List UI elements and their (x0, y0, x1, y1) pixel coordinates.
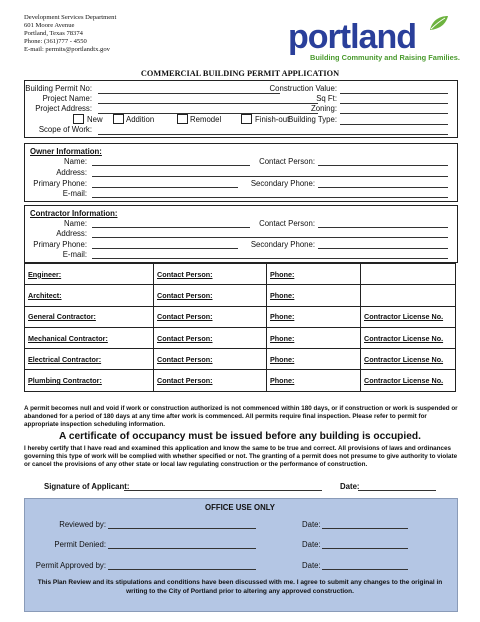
table-row (25, 349, 456, 370)
role-cell[interactable]: General Contractor: (25, 306, 154, 327)
license-cell[interactable]: Contractor License No. (361, 327, 456, 348)
reviewed-label: Reviewed by: (59, 520, 106, 529)
contractor-contact-label: Contact Person: (259, 219, 315, 228)
dept-name: Development Services Department (24, 14, 117, 21)
department-address (24, 14, 116, 54)
contractor-primary-field[interactable] (92, 248, 238, 249)
owner-secondary-label: Secondary Phone: (250, 179, 315, 188)
table-row (25, 327, 456, 348)
contractor-email-field[interactable] (92, 258, 448, 259)
finish-out-label: Finish-out (255, 115, 290, 124)
owner-name-field[interactable] (92, 165, 250, 166)
building-type-field[interactable] (340, 124, 448, 125)
contact-cell[interactable]: Contact Person: (154, 370, 267, 391)
owner-secondary-field[interactable] (318, 187, 448, 188)
owner-email-field[interactable] (92, 197, 448, 198)
license-cell[interactable] (361, 285, 456, 306)
phone-cell[interactable]: Phone: (267, 306, 361, 327)
construction-value-field[interactable] (340, 93, 448, 94)
permit-no-label: Building Permit No: (25, 84, 92, 93)
office-heading: OFFICE USE ONLY (205, 503, 275, 512)
new-label: New (87, 115, 103, 124)
approved-date-label: Date: (302, 561, 321, 570)
contact-cell[interactable]: Contact Person: (154, 306, 267, 327)
reviewed-date-label: Date: (302, 520, 321, 529)
contractor-address-field[interactable] (92, 237, 448, 238)
scope-field[interactable] (98, 134, 448, 135)
contractor-name-label: Name: (64, 219, 87, 228)
addition-label: Addition (126, 115, 155, 124)
project-name-label: Project Name: (42, 94, 92, 103)
owner-contact-label: Contact Person: (259, 157, 315, 166)
logo-tagline: Building Community and Raising Families. (310, 53, 460, 62)
zoning-field[interactable] (340, 113, 448, 114)
contacts-table (24, 263, 456, 392)
scope-label: Scope of Work: (38, 125, 92, 134)
construction-value-label: Construction Value: (269, 84, 337, 93)
sq-ft-field[interactable] (340, 103, 448, 104)
certificate-notice: A certificate of occupancy must be issued before any building is occupied. (59, 431, 421, 442)
role-cell[interactable]: Mechanical Contractor: (25, 327, 154, 348)
owner-primary-label: Primary Phone: (33, 179, 87, 188)
owner-name-label: Name: (64, 157, 87, 166)
permit-no-field[interactable] (98, 93, 280, 94)
project-name-field[interactable] (98, 103, 318, 104)
dept-email: E-mail: permits@portlandtx.gov (24, 46, 110, 53)
owner-address-label: Address: (56, 168, 87, 177)
building-type-label: Building Type: (288, 115, 337, 124)
dept-city: Portland, Texas 78374 (24, 30, 83, 37)
addition-checkbox[interactable] (113, 114, 124, 124)
contact-cell[interactable]: Contact Person: (154, 327, 267, 348)
logo-word: portland (288, 18, 416, 56)
certify-notice: I hereby certify that I have read and examined this application and know the same to be true and correct. All provisions of laws and ordinances governing this type of work will be complied with whether specified or not. The granting of a permit does not presume to give authority to violate or cancel the provisions of any other state or local law regulating construction or the performance of construction. (24, 445, 458, 468)
role-cell[interactable]: Engineer: (25, 264, 154, 285)
signature-date-field[interactable] (358, 490, 436, 491)
reviewed-field[interactable] (108, 528, 256, 529)
license-cell[interactable]: Contractor License No. (361, 370, 456, 391)
contractor-contact-field[interactable] (318, 227, 448, 228)
remodel-checkbox[interactable] (177, 114, 188, 124)
contractor-primary-label: Primary Phone: (33, 240, 87, 249)
approved-date-field[interactable] (322, 569, 408, 570)
portland-logo (288, 14, 460, 64)
contractor-secondary-field[interactable] (318, 248, 448, 249)
license-cell[interactable] (361, 264, 456, 285)
table-row (25, 306, 456, 327)
approved-label: Permit Approved by: (35, 561, 106, 570)
table-row (25, 285, 456, 306)
dept-street: 601 Moore Avenue (24, 22, 75, 29)
contractor-address-label: Address: (56, 229, 87, 238)
signature-date-label: Date: (340, 482, 360, 491)
approved-field[interactable] (108, 569, 256, 570)
sq-ft-label: Sq Ft: (316, 94, 337, 103)
denied-field[interactable] (108, 548, 256, 549)
signature-field[interactable] (124, 490, 322, 491)
contractor-secondary-label: Secondary Phone: (250, 240, 315, 249)
phone-cell[interactable]: Phone: (267, 370, 361, 391)
form-title: COMMERCIAL BUILDING PERMIT APPLICATION (140, 69, 340, 78)
phone-cell[interactable]: Phone: (267, 285, 361, 306)
reviewed-date-field[interactable] (322, 528, 408, 529)
license-cell[interactable]: Contractor License No. (361, 306, 456, 327)
signature-label: Signature of Applicant: (44, 482, 130, 491)
leaf-icon (428, 14, 450, 32)
table-row (25, 370, 456, 391)
remodel-label: Remodel (190, 115, 222, 124)
dept-phone: Phone: (361)777 - 4550 (24, 38, 87, 45)
owner-address-field[interactable] (92, 176, 448, 177)
contact-cell[interactable]: Contact Person: (154, 285, 267, 306)
license-cell[interactable]: Contractor License No. (361, 349, 456, 370)
phone-cell[interactable]: Phone: (267, 349, 361, 370)
contractor-heading: Contractor Information: (30, 209, 118, 218)
phone-cell[interactable]: Phone: (267, 264, 361, 285)
finish-out-checkbox[interactable] (241, 114, 252, 124)
denied-date-label: Date: (302, 540, 321, 549)
owner-heading: Owner Information: (30, 147, 102, 156)
project-address-label: Project Address: (35, 104, 92, 113)
office-footer-text: This Plan Review and its stipulations and conditions have been discussed with me. I agree to submit any changes to the original in writing to the City of Portland prior to altering any approved construction. (37, 579, 443, 595)
owner-primary-field[interactable] (92, 187, 238, 188)
new-checkbox[interactable] (73, 114, 84, 124)
null-void-notice: A permit becomes null and void if work or construction authorized is not commenced within 180 days, or if construction or work is suspended or abandoned for a period of 180 days at any time after work is commenced. All permits require final inspection. Please refer to permit for appropriate inspection scheduling information. (24, 405, 458, 428)
project-address-field[interactable] (98, 113, 318, 114)
table-row (25, 264, 456, 285)
denied-date-field[interactable] (322, 548, 408, 549)
role-cell[interactable]: Electrical Contractor: (25, 349, 154, 370)
denied-label: Permit Denied: (54, 540, 106, 549)
owner-email-label: E-mail: (62, 189, 87, 198)
phone-cell[interactable]: Phone: (267, 327, 361, 348)
contact-cell[interactable]: Contact Person: (154, 349, 267, 370)
contact-cell[interactable]: Contact Person: (154, 264, 267, 285)
contractor-name-field[interactable] (92, 227, 250, 228)
owner-contact-field[interactable] (318, 165, 448, 166)
role-cell[interactable]: Architect: (25, 285, 154, 306)
zoning-label: Zoning: (310, 104, 337, 113)
role-cell[interactable]: Plumbing Contractor: (25, 370, 154, 391)
contractor-email-label: E-mail: (62, 250, 87, 259)
